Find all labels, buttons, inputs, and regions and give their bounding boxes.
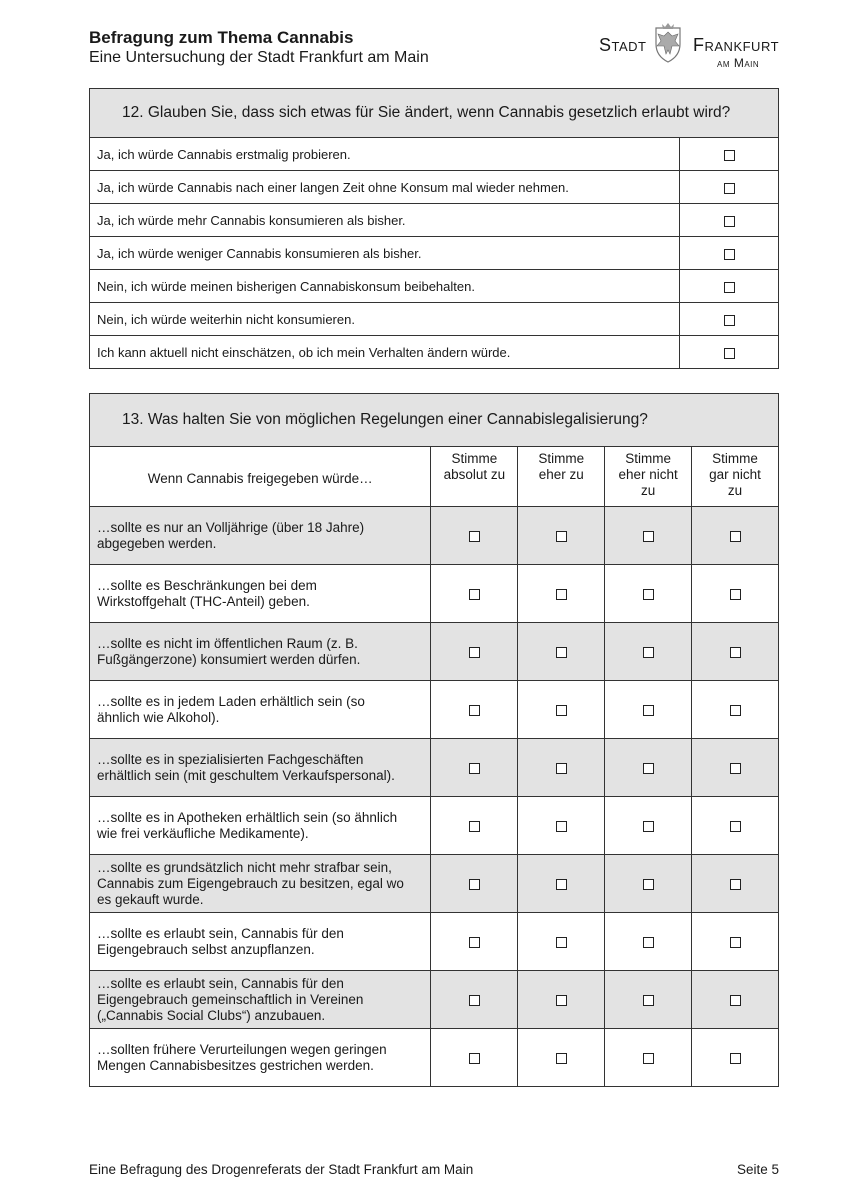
q13-s9-gar-nicht-zu-checkbox[interactable] bbox=[730, 995, 741, 1006]
q13-statement-label: …sollte es in Apotheken erhältlich sein (so ähnlich wie frei verkäufliche Medikamente). bbox=[90, 797, 431, 855]
q12-option-row bbox=[90, 237, 779, 270]
q12-option-row bbox=[90, 204, 779, 237]
q13-statement-label: …sollte es nicht im öffentlichen Raum (z. B. Fußgängerzone) konsumiert werden dürfen. bbox=[90, 623, 431, 681]
q13-s9-eher-zu-checkbox[interactable] bbox=[556, 995, 567, 1006]
q13-s4-eher-zu-checkbox[interactable] bbox=[556, 705, 567, 716]
q13-s2-gar-nicht-zu-checkbox[interactable] bbox=[730, 589, 741, 600]
page-number: Seite 5 bbox=[736, 1162, 779, 1177]
q12-option-label: Ich kann aktuell nicht einschätzen, ob ich mein Verhalten ändern würde. bbox=[90, 336, 680, 369]
q13-s6-eher-zu-checkbox[interactable] bbox=[556, 821, 567, 832]
q13-statement-row bbox=[90, 681, 779, 739]
q13-s3-absolut-zu-checkbox[interactable] bbox=[469, 647, 480, 658]
q13-s2-eher-nicht-zu-checkbox[interactable] bbox=[643, 589, 654, 600]
page-header bbox=[89, 28, 779, 76]
q13-s10-absolut-zu-checkbox[interactable] bbox=[469, 1053, 480, 1064]
document-subtitle: Eine Untersuchung der Stadt Frankfurt am Main bbox=[89, 49, 429, 66]
q12-option-6-checkbox[interactable] bbox=[724, 315, 735, 326]
q12-option-label: Ja, ich würde mehr Cannabis konsumieren als bisher. bbox=[90, 204, 680, 237]
q13-statement-row bbox=[90, 797, 779, 855]
q13-statement-row bbox=[90, 739, 779, 797]
q12-option-7-checkbox[interactable] bbox=[724, 348, 735, 359]
q13-s8-gar-nicht-zu-checkbox[interactable] bbox=[730, 937, 741, 948]
q13-s5-absolut-zu-checkbox[interactable] bbox=[469, 763, 480, 774]
q13-s1-gar-nicht-zu-checkbox[interactable] bbox=[730, 531, 741, 542]
q12-option-row bbox=[90, 138, 779, 171]
q13-s2-absolut-zu-checkbox[interactable] bbox=[469, 589, 480, 600]
q13-statement-label: …sollte es Beschränkungen bei dem Wirkstoffgehalt (THC-Anteil) geben. bbox=[90, 565, 431, 623]
q13-s9-absolut-zu-checkbox[interactable] bbox=[469, 995, 480, 1006]
q12-option-row bbox=[90, 270, 779, 303]
question-12-table bbox=[89, 88, 779, 369]
question-12-heading: 12. Glauben Sie, dass sich etwas für Sie ändert, wenn Cannabis gesetzlich erlaubt wird? bbox=[90, 89, 779, 138]
q12-option-4-checkbox[interactable] bbox=[724, 249, 735, 260]
q13-s3-gar-nicht-zu-checkbox[interactable] bbox=[730, 647, 741, 658]
q13-lead-label: Wenn Cannabis freigegeben würde… bbox=[90, 447, 431, 507]
q13-s1-eher-nicht-zu-checkbox[interactable] bbox=[643, 531, 654, 542]
footer-source: Eine Befragung des Drogenreferats der Stadt Frankfurt am Main bbox=[89, 1162, 474, 1177]
scale-header-eher-zu: Stimme eher zu bbox=[518, 447, 605, 507]
q12-option-row bbox=[90, 303, 779, 336]
q13-statement-row bbox=[90, 1029, 779, 1087]
q13-statement-label: …sollte es erlaubt sein, Cannabis für den Eigengebrauch gemeinschaftlich in Vereinen („Cannabis Social Clubs“) anzubauen. bbox=[90, 971, 431, 1029]
q13-s9-eher-nicht-zu-checkbox[interactable] bbox=[643, 995, 654, 1006]
q13-s1-absolut-zu-checkbox[interactable] bbox=[469, 531, 480, 542]
q13-s8-eher-zu-checkbox[interactable] bbox=[556, 937, 567, 948]
q13-s3-eher-nicht-zu-checkbox[interactable] bbox=[643, 647, 654, 658]
q12-option-row bbox=[90, 171, 779, 204]
q13-column-header-row bbox=[90, 447, 779, 507]
q13-statement-row bbox=[90, 913, 779, 971]
q13-s4-eher-nicht-zu-checkbox[interactable] bbox=[643, 705, 654, 716]
q13-s10-gar-nicht-zu-checkbox[interactable] bbox=[730, 1053, 741, 1064]
scale-header-eher-nicht-zu: Stimme eher nicht zu bbox=[605, 447, 692, 507]
q12-option-1-checkbox[interactable] bbox=[724, 150, 735, 161]
eagle-crest-icon bbox=[648, 22, 688, 64]
q13-statement-label: …sollte es nur an Volljährige (über 18 Jahre) abgegeben werden. bbox=[90, 507, 431, 565]
city-logo bbox=[599, 28, 779, 76]
logo-word-stadt: Stadt bbox=[599, 35, 647, 55]
q13-s2-eher-zu-checkbox[interactable] bbox=[556, 589, 567, 600]
q13-statement-row bbox=[90, 507, 779, 565]
q13-statement-row bbox=[90, 565, 779, 623]
q12-option-label: Ja, ich würde Cannabis erstmalig probieren. bbox=[90, 138, 680, 171]
q13-statement-row bbox=[90, 971, 779, 1029]
q13-s7-eher-nicht-zu-checkbox[interactable] bbox=[643, 879, 654, 890]
q13-s6-absolut-zu-checkbox[interactable] bbox=[469, 821, 480, 832]
q12-option-row bbox=[90, 336, 779, 369]
q13-s6-eher-nicht-zu-checkbox[interactable] bbox=[643, 821, 654, 832]
q12-option-label: Ja, ich würde Cannabis nach einer langen Zeit ohne Konsum mal wieder nehmen. bbox=[90, 171, 680, 204]
q12-option-label: Ja, ich würde weniger Cannabis konsumieren als bisher. bbox=[90, 237, 680, 270]
q12-option-label: Nein, ich würde weiterhin nicht konsumieren. bbox=[90, 303, 680, 336]
q12-option-label: Nein, ich würde meinen bisherigen Cannabiskonsum beibehalten. bbox=[90, 270, 680, 303]
document-title: Befragung zum Thema Cannabis bbox=[89, 28, 354, 47]
q13-s4-absolut-zu-checkbox[interactable] bbox=[469, 705, 480, 716]
scale-header-gar-nicht-zu: Stimme gar nicht zu bbox=[692, 447, 779, 507]
question-13-table bbox=[89, 393, 779, 1087]
q13-statement-label: …sollte es grundsätzlich nicht mehr strafbar sein, Cannabis zum Eigengebrauch zu besitzen, egal wo es gekauft wurde. bbox=[90, 855, 431, 913]
q13-statement-label: …sollten frühere Verurteilungen wegen geringen Mengen Cannabisbesitzes gestrichen werden. bbox=[90, 1029, 431, 1087]
question-13-heading: 13. Was halten Sie von möglichen Regelungen einer Cannabislegalisierung? bbox=[90, 394, 779, 447]
q13-statement-row bbox=[90, 623, 779, 681]
q13-s7-gar-nicht-zu-checkbox[interactable] bbox=[730, 879, 741, 890]
scale-header-absolut-zu: Stimme absolut zu bbox=[431, 447, 518, 507]
q13-s1-eher-zu-checkbox[interactable] bbox=[556, 531, 567, 542]
q13-s5-eher-zu-checkbox[interactable] bbox=[556, 763, 567, 774]
q12-option-2-checkbox[interactable] bbox=[724, 183, 735, 194]
q13-s10-eher-nicht-zu-checkbox[interactable] bbox=[643, 1053, 654, 1064]
q13-s5-eher-nicht-zu-checkbox[interactable] bbox=[643, 763, 654, 774]
logo-word-am-main: am Main bbox=[717, 56, 760, 70]
q13-s10-eher-zu-checkbox[interactable] bbox=[556, 1053, 567, 1064]
q13-statement-label: …sollte es in spezialisierten Fachgeschäften erhältlich sein (mit geschultem Verkaufspersonal). bbox=[90, 739, 431, 797]
q13-statement-label: …sollte es in jedem Laden erhältlich sein (so ähnlich wie Alkohol). bbox=[90, 681, 431, 739]
q13-s5-gar-nicht-zu-checkbox[interactable] bbox=[730, 763, 741, 774]
q13-statement-row bbox=[90, 855, 779, 913]
q12-option-5-checkbox[interactable] bbox=[724, 282, 735, 293]
q13-s7-eher-zu-checkbox[interactable] bbox=[556, 879, 567, 890]
q13-s6-gar-nicht-zu-checkbox[interactable] bbox=[730, 821, 741, 832]
q13-s8-absolut-zu-checkbox[interactable] bbox=[469, 937, 480, 948]
q13-s4-gar-nicht-zu-checkbox[interactable] bbox=[730, 705, 741, 716]
q12-option-3-checkbox[interactable] bbox=[724, 216, 735, 227]
q13-s7-absolut-zu-checkbox[interactable] bbox=[469, 879, 480, 890]
q13-statement-label: …sollte es erlaubt sein, Cannabis für den Eigengebrauch selbst anzupflanzen. bbox=[90, 913, 431, 971]
q13-s8-eher-nicht-zu-checkbox[interactable] bbox=[643, 937, 654, 948]
q13-s3-eher-zu-checkbox[interactable] bbox=[556, 647, 567, 658]
logo-word-frankfurt: Frankfurt bbox=[693, 35, 780, 55]
